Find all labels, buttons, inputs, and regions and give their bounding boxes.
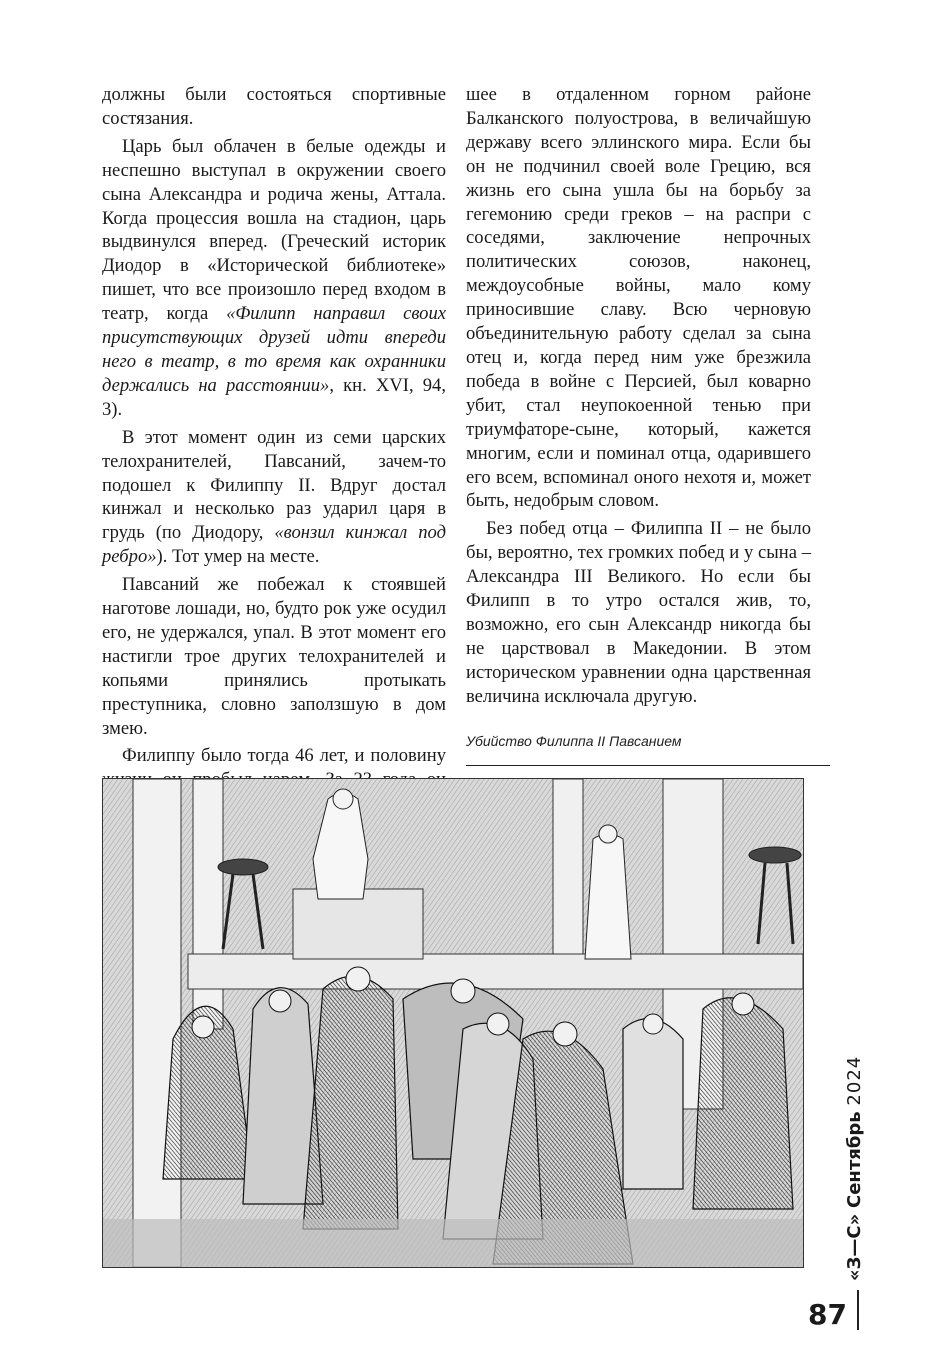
issue-month: Сентябрь bbox=[844, 1111, 865, 1208]
diodorus-quote: «Филипп направил своих присутствующих друзей идти впереди него в театр, в то время как охранники держались на расстоянии» bbox=[102, 303, 446, 396]
page-number: 87 bbox=[808, 1298, 847, 1331]
paragraph: Царь был облачен в белые одежды и неспешно выступал в окружении своего сына Александра и родича жены, Аттала. Когда процессия вошла на стадион, царь выдвинулся вперед. (Греческий историк Диодор в «Исторической библиотеке» пишет, что все произошло перед входом в театр, когда «Филипп направил своих присутствующих друзей идти впереди него в театр, в то время как охранники держались на расстоянии», кн. XVI, 94, 3). bbox=[102, 135, 446, 420]
paragraph: Филиппу было тогда 46 лет, и половину bbox=[122, 745, 446, 767]
paragraph: Без побед отца – Филиппа II – не было бы, вероятно, тех громких побед и у сына – Александра III Великого. Но если бы Филипп в то утро остался жив, то, возможно, его сын Александр никогда бы не царствовал в Македонии. В этом историческом уравнении одна царственная величина исключала другую. bbox=[466, 518, 811, 707]
assassination-engraving bbox=[102, 778, 804, 1268]
illustration-caption: Убийство Филиппа II Павсанием bbox=[466, 733, 682, 749]
paragraph: Павсаний же побежал к стоявшей наготове лошади, но, будто рок уже осудил его, не удержался, упал. В этот момент его настигли трое других телохранителей и копьями принялись протыкать преступника, словно заползшую в дом змею. bbox=[102, 574, 446, 739]
diodorus-quote: «вонзил кинжал под ребро» bbox=[102, 522, 446, 568]
right-column bbox=[466, 83, 811, 709]
page-number-rule bbox=[857, 1290, 859, 1330]
paragraph: В этот момент один из семи царских телохранителей, Павсаний, зачем-то подошел к Филиппу II. Вдруг достал кинжал и несколько раз ударил царя в грудь (по Диодору, «вонзил кинжал под ребро»). Тот умер на месте. bbox=[102, 426, 446, 568]
paragraph: должны были состояться спортивные состязания. bbox=[102, 84, 446, 129]
caption-divider bbox=[466, 765, 830, 766]
magazine-name: «З—С» bbox=[844, 1213, 865, 1281]
issue-year: 2024 bbox=[844, 1055, 865, 1106]
paragraph: шее в отдаленном горном районе Балканского полуострова, в величайшую державу всего эллинского мира. Если бы он не подчинил своей воле Грецию, вся жизнь его сына ушла бы на борьбу за гегемонию среди греков – на распри с соседями, заключение непрочных политических союзов, наконец, междоусобные войны, мало кому приносившие славу. Всю черновую объединительную работу сделал за сына отец и, когда перед ним уже брезжила победа в войне с Персией, был коварно убит, стал неупокоенной тенью при триумфаторе-сыне, который, кажется многим, если и поминал отца, одарившего его всем, вспоминал оного нехотя и, может быть, недобрым словом. bbox=[466, 84, 811, 512]
magazine-issue-label bbox=[832, 1050, 865, 1290]
left-column bbox=[102, 83, 446, 840]
